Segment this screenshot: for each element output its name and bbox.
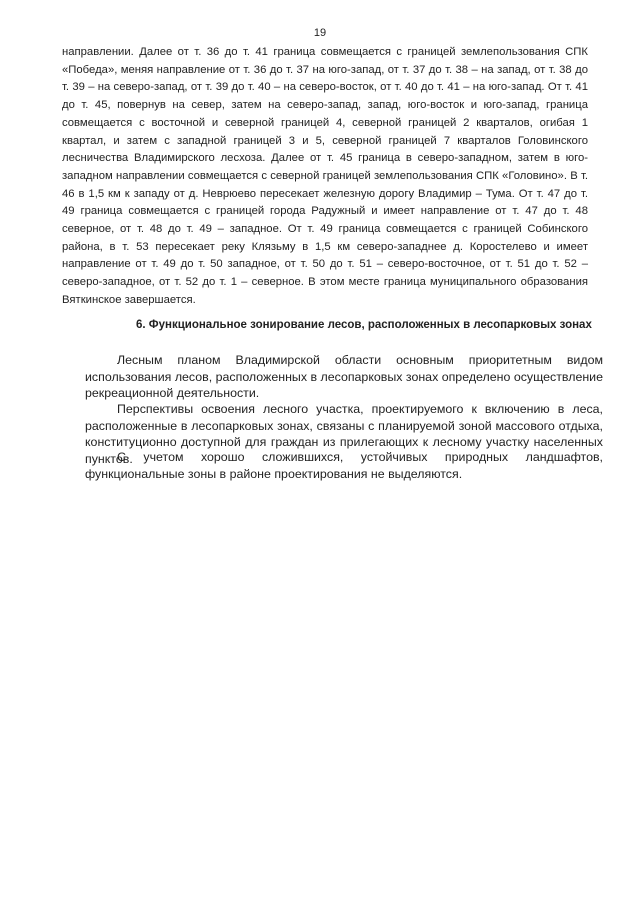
page-number: 19 bbox=[313, 27, 327, 39]
section-paragraph-3: С учетом хорошо сложившихся, устойчивых природных ландшафтов, функциональные зоны в районе проектирования не выделяются. bbox=[85, 450, 603, 481]
boundary-description-paragraph: направлении. Далее от т. 36 до т. 41 граница совмещается с границей землепользования СПК «Победа», меняя направление от т. 36 до т. 37 на юго-запад, от т. 37 до т. 38 – на запад, от т. 38 до т. 39 – на северо-запад, от т. 39 до т. 40 – на северо-восток, от т. 40 до т. 41 – на юго-запад. От т. 41 до т. 45, повернув на север, затем на северо-запад, запад, юго-восток и юго-запад, граница совмещается с восточной и северной границей 4, северной границей 2 кварталов, огибая 1 квартал, и затем с западной границей 3 и 5, северной границей 7 кварталов Головинского лесничества Владимирского лесхоза. Далее от т. 45 граница в северо-западном, затем в юго-западном направлении совмещается с северной границей землепользования СПК «Головино». В т. 46 в 1,5 км к западу от д. Неврюево пересекает железную дорогу Владимир – Тума. От т. 47 до т. 49 граница совмещается с границей города Радужный и имеет направление от т. 47 до т. 48 северное, от т. 48 до т. 49 – западное. От т. 49 граница совмещается с границей Собинского района, в т. 53 пересекает реку Клязьму в 1,5 км северо-западнее д. Коростелево и имеет направление от т. 49 до т. 50 западное, от т. 50 до т. 51 – северо-восточное, от т. 51 до т. 52 – северо-западное, от т. 52 до т. 1 – северное. В этом месте граница муниципального образования Вяткинское завершается. bbox=[62, 46, 588, 306]
section-heading: 6. Функциональное зонирование лесов, расположенных в лесопарковых зонах bbox=[136, 319, 592, 331]
section-paragraph-2: Перспективы освоения лесного участка, проектируемого к включению в леса, расположенные в лесопарковых зонах, связаны с планируемой зоной массового отдыха, конституционно доступной для граждан из прилегающих к лесному участку населенных пунктов. bbox=[85, 402, 603, 466]
section-paragraph-1: Лесным планом Владимирской области основным приоритетным видом использования лесов, расположенных в лесопарковых зонах определено осуществление рекреационной деятельности. bbox=[85, 353, 603, 401]
